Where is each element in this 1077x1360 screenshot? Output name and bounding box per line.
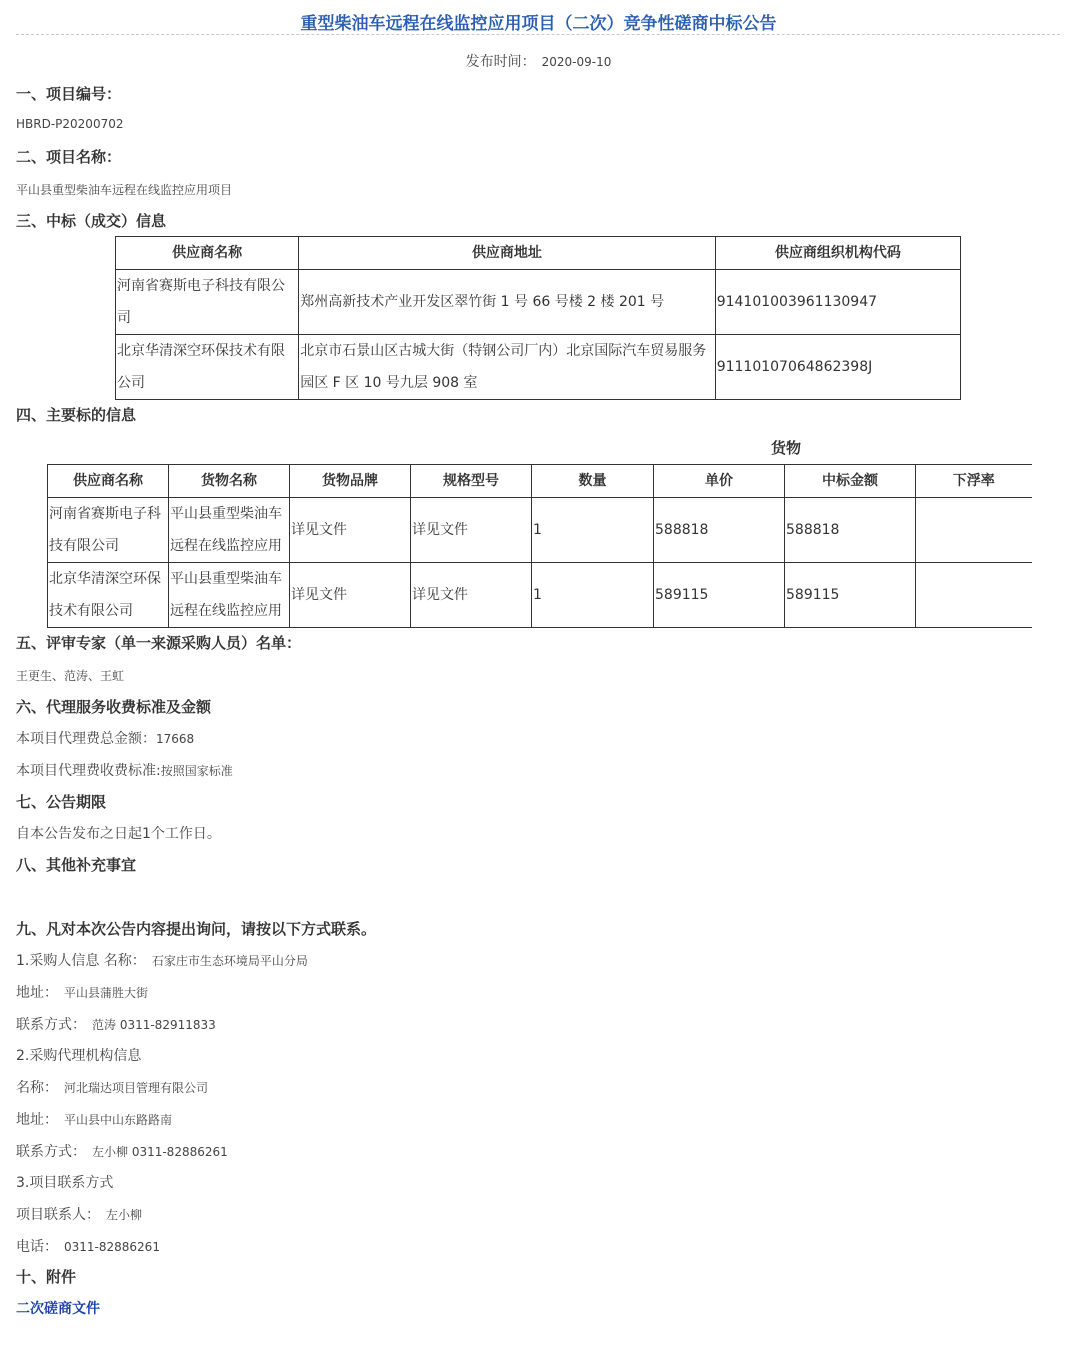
goods-header-cell: 规格型号 <box>411 465 532 498</box>
section-9-heading: 九、凡对本次公告内容提出询问，请按以下方式联系。 <box>16 920 377 938</box>
publish-time-label: 发布时间： <box>465 54 536 70</box>
brand-cell: 详见文件 <box>290 563 411 628</box>
winner-header-cell: 供应商名称 <box>116 237 299 270</box>
goods-header-cell: 货物名称 <box>169 465 290 498</box>
supplier-code-cell: 91110107064862398J <box>715 335 960 400</box>
project-phone-label: 电话： <box>16 1239 58 1255</box>
project-person-value: 左小柳 <box>106 1208 143 1222</box>
agency-name-label: 名称： <box>16 1080 58 1096</box>
quantity-cell: 1 <box>532 563 654 628</box>
agency-contact <box>16 1141 228 1161</box>
agency-fee-total-value: 17668 <box>156 732 195 746</box>
expert-list: 王更生、范涛、王虹 <box>16 669 125 683</box>
supplier-name-cell: 河南省赛斯电子科技有限公司 <box>116 270 299 335</box>
spec-cell: 详见文件 <box>411 498 532 563</box>
supplier-name-cell: 河南省赛斯电子科技有限公司 <box>48 498 169 563</box>
goods-name-cell: 平山县重型柴油车远程在线监控应用 <box>169 563 290 628</box>
goods-table-header <box>48 465 1032 498</box>
supplier-address-cell: 北京市石景山区古城大街（特钢公司厂内）北京国际汽车贸易服务园区 F 区 10 号九层 908 室 <box>299 335 715 400</box>
award-amount-cell: 588818 <box>785 498 916 563</box>
agency-address-value: 平山县中山东路路南 <box>64 1113 173 1127</box>
goods-header-cell: 单价 <box>654 465 785 498</box>
award-amount-cell: 589115 <box>785 563 916 628</box>
buyer-name <box>16 950 308 970</box>
goods-header-cell: 中标金额 <box>785 465 916 498</box>
section-2-heading: 二、项目名称： <box>16 148 122 166</box>
unit-price-cell: 588818 <box>654 498 785 563</box>
buyer-address <box>16 982 148 1002</box>
goods-header-cell: 货物品牌 <box>290 465 411 498</box>
supplier-address-cell: 郑州高新技术产业开发区翠竹街 1 号 66 号楼 2 楼 201 号 <box>299 270 715 335</box>
attachment-link[interactable]: 二次磋商文件 <box>16 1301 100 1317</box>
agency-contact-value: 左小柳 0311-82886261 <box>92 1145 228 1159</box>
agency-fee-total <box>16 728 194 748</box>
project-person <box>16 1204 142 1224</box>
buyer-name-label: 1.采购人信息 名称： <box>16 953 146 969</box>
section-10-heading: 十、附件 <box>16 1268 77 1286</box>
agency-address-label: 地址： <box>16 1112 58 1128</box>
section-7-heading: 七、公告期限 <box>16 793 107 811</box>
goods-header-cell: 下浮率 <box>916 465 1032 498</box>
section-4-heading: 四、主要标的信息 <box>16 406 137 424</box>
unit-price-cell: 589115 <box>654 563 785 628</box>
supplier-name-cell: 北京华清深空环保技术有限公司 <box>116 335 299 400</box>
spec-cell: 详见文件 <box>411 563 532 628</box>
agency-fee-total-label: 本项目代理费总金额： <box>16 731 156 747</box>
winner-header-cell: 供应商地址 <box>299 237 715 270</box>
publish-time <box>0 51 1077 71</box>
table-row <box>116 335 961 400</box>
supplier-name-cell: 北京华清深空环保技术有限公司 <box>48 563 169 628</box>
section-8-heading: 八、其他补充事宜 <box>16 856 137 874</box>
agency-info-label: 2.采购代理机构信息 <box>16 1048 142 1064</box>
section-1-heading: 一、项目编号： <box>16 85 122 103</box>
project-phone <box>16 1236 160 1256</box>
project-phone-value: 0311-82886261 <box>64 1240 160 1254</box>
agency-fee-standard-value: 按照国家标准 <box>160 764 233 778</box>
buyer-contact <box>16 1014 216 1034</box>
quantity-cell: 1 <box>532 498 654 563</box>
agency-name <box>16 1077 208 1097</box>
publish-time-value: 2020-09-10 <box>541 55 612 69</box>
supplier-code-cell: 914101003961130947 <box>715 270 960 335</box>
notice-period: 自本公告发布之日起1个工作日。 <box>16 826 221 842</box>
winner-header-cell: 供应商组织机构代码 <box>715 237 960 270</box>
discount-rate-cell <box>916 498 1032 563</box>
goods-header-cell: 数量 <box>532 465 654 498</box>
discount-rate-cell <box>916 563 1032 628</box>
table-row <box>116 270 961 335</box>
goods-name-cell: 平山县重型柴油车远程在线监控应用 <box>169 498 290 563</box>
buyer-address-label: 地址： <box>16 985 58 1001</box>
goods-header-cell: 供应商名称 <box>48 465 169 498</box>
buyer-contact-label: 联系方式： <box>16 1017 86 1033</box>
winner-table <box>115 236 961 400</box>
winner-table-header <box>116 237 961 270</box>
agency-fee-standard-label: 本项目代理费收费标准: <box>16 763 161 779</box>
buyer-contact-value: 范涛 0311-82911833 <box>92 1018 216 1032</box>
page-title: 重型柴油车远程在线监控应用项目（二次）竞争性磋商中标公告 <box>300 14 777 34</box>
buyer-address-value: 平山县蒲胜大街 <box>64 986 149 1000</box>
agency-fee-standard <box>16 760 233 780</box>
title-divider <box>16 34 1060 35</box>
agency-address <box>16 1109 172 1129</box>
buyer-name-value: 石家庄市生态环境局平山分局 <box>151 954 308 968</box>
project-number: HBRD-P20200702 <box>16 117 124 131</box>
agency-contact-label: 联系方式： <box>16 1144 86 1160</box>
section-6-heading: 六、代理服务收费标准及金额 <box>16 698 212 716</box>
goods-table <box>47 464 1032 628</box>
table-row <box>48 498 1032 563</box>
project-name: 平山县重型柴油车远程在线监控应用项目 <box>16 183 233 197</box>
section-3-heading: 三、中标（成交）信息 <box>16 212 167 230</box>
project-person-label: 项目联系人： <box>16 1207 100 1223</box>
section-5-heading: 五、评审专家（单一来源采购人员）名单： <box>16 634 302 652</box>
brand-cell: 详见文件 <box>290 498 411 563</box>
project-contact-label: 3.项目联系方式 <box>16 1175 114 1191</box>
goods-label: 货物 <box>771 439 802 457</box>
agency-name-value: 河北瑞达项目管理有限公司 <box>64 1081 209 1095</box>
table-row <box>48 563 1032 628</box>
